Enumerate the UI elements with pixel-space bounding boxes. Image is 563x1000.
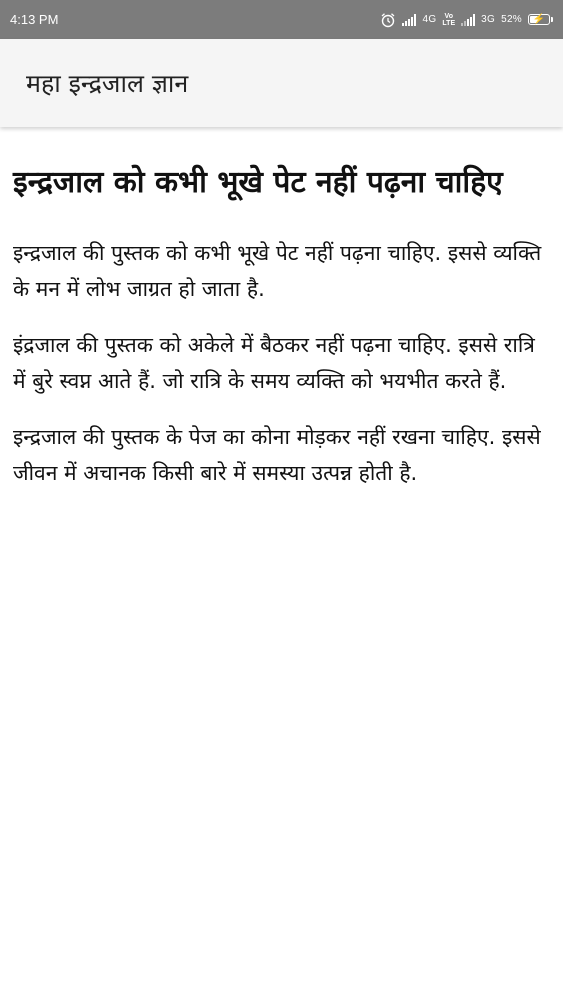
- app-title: महा इन्द्रजाल ज्ञान: [26, 69, 189, 98]
- volte-bottom: LTE: [442, 19, 456, 27]
- alarm-icon: [380, 12, 396, 28]
- article-paragraph: इन्द्रजाल की पुस्तक के पेज का कोना मोड़कर नहीं रखना चाहिए. इससे जीवन में अचानक किसी बारे में समस्या उत्पन्न होती है.: [13, 425, 541, 485]
- battery-icon: [528, 14, 553, 25]
- charging-bolt-icon: ⚡: [532, 13, 546, 25]
- signal-icon: [402, 14, 416, 26]
- article-paragraph: इन्द्रजाल की पुस्तक को कभी भूखे पेट नहीं पढ़ना चाहिए. इससे व्यक्ति के मन में लोभ जाग्रत हो जाता है.: [13, 241, 542, 301]
- app-bar: [0, 39, 563, 127]
- status-icons: [380, 12, 553, 28]
- battery-body: [528, 14, 550, 25]
- battery-percent: 52%: [501, 14, 522, 25]
- signal-icon: [461, 14, 475, 26]
- status-bar: [0, 0, 563, 39]
- volte-icon: [442, 13, 455, 27]
- volte-top: Vo: [444, 12, 453, 20]
- article-title: इन्द्रजाल को कभी भूखे पेट नहीं पढ़ना चाहिए: [13, 165, 503, 200]
- network-3g-label: 3G: [481, 14, 496, 25]
- battery-tip: [551, 17, 553, 22]
- article-paragraph: इंद्रजाल की पुस्तक को अकेले में बैठकर नहीं पढ़ना चाहिए. इससे रात्रि में बुरे स्वप्न आते हैं. जो रात्रि के समय व्यक्ति को भयभीत करते हैं.: [13, 333, 535, 393]
- status-time: 4:13 PM: [10, 12, 59, 27]
- network-4g-label: 4G: [422, 14, 437, 25]
- article-content: [0, 127, 563, 511]
